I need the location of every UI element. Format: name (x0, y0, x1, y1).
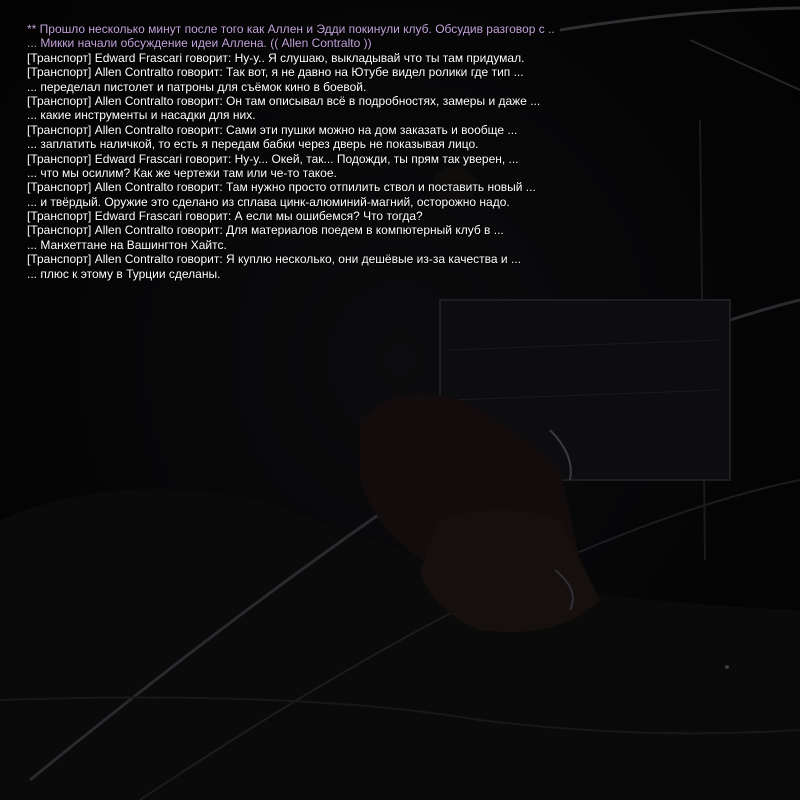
chat-message-line: ... переделал пистолет и патроны для съёмок кино в боевой. (27, 79, 367, 94)
chat-action-line: ** Прошло несколько минут после того как Аллен и Эдди покинули клуб. Обсудив разговор с .. (27, 22, 555, 36)
chat-message-line: [Транспорт] Allen Contralto говорит: Для материалов поедем в компютерный клуб в ... (27, 223, 504, 238)
chat-message-line: [Транспорт] Allen Contralto говорит: Там нужно просто отпилить ствол и поставить новый ... (27, 180, 536, 195)
chat-message-line: [Транспорт] Allen Contralto говорит: Я куплю несколько, они дешёвые из-за качества и ... (27, 252, 521, 267)
chat-message-line: ... какие инструменты и насадки для них. (27, 108, 256, 123)
chat-message-line: ... что мы осилим? Как же чертежи там или че-то такое. (27, 165, 337, 180)
chat-message-line: [Транспорт] Edward Frascari говорит: Ну-у.. Я слушаю, выкладывай что ты там придумал. (27, 50, 525, 65)
chat-message-line: ... Манхеттане на Вашингтон Хайтс. (27, 237, 227, 252)
chat-message-line: ... заплатить наличкой, то есть я передам бабки через дверь не показывая лицо. (27, 137, 479, 152)
chat-message-line: [Транспорт] Allen Contralto говорит: Он там описывал всё в подробностях, замеры и даже ... (27, 93, 541, 108)
chat-message-line: [Транспорт] Allen Contralto говорит: Так вот, я не давно на Ютубе видел ролики где тип ... (27, 65, 524, 80)
chat-message-line: [Транспорт] Edward Frascari говорит: А если мы ошибемся? Что тогда? (27, 209, 423, 224)
chat-message-line: [Транспорт] Allen Contralto говорит: Сами эти пушки можно на дом заказать и вообще ... (27, 122, 518, 137)
chat-message-line: ... плюс к этому в Турции сделаны. (27, 266, 221, 281)
chat-action-line: ... Микки начали обсуждение идеи Аллена. (( Allen Contralto )) (27, 36, 372, 51)
chat-message-line: [Транспорт] Edward Frascari говорит: Ну-у... Окей, так... Подожди, ты прям так уверен, ... (27, 151, 519, 166)
chat-log (27, 22, 787, 281)
chat-message-line: ... и твёрдый. Оружие это сделано из сплава цинк-алюминий-магний, осторожно надо. (27, 194, 510, 209)
